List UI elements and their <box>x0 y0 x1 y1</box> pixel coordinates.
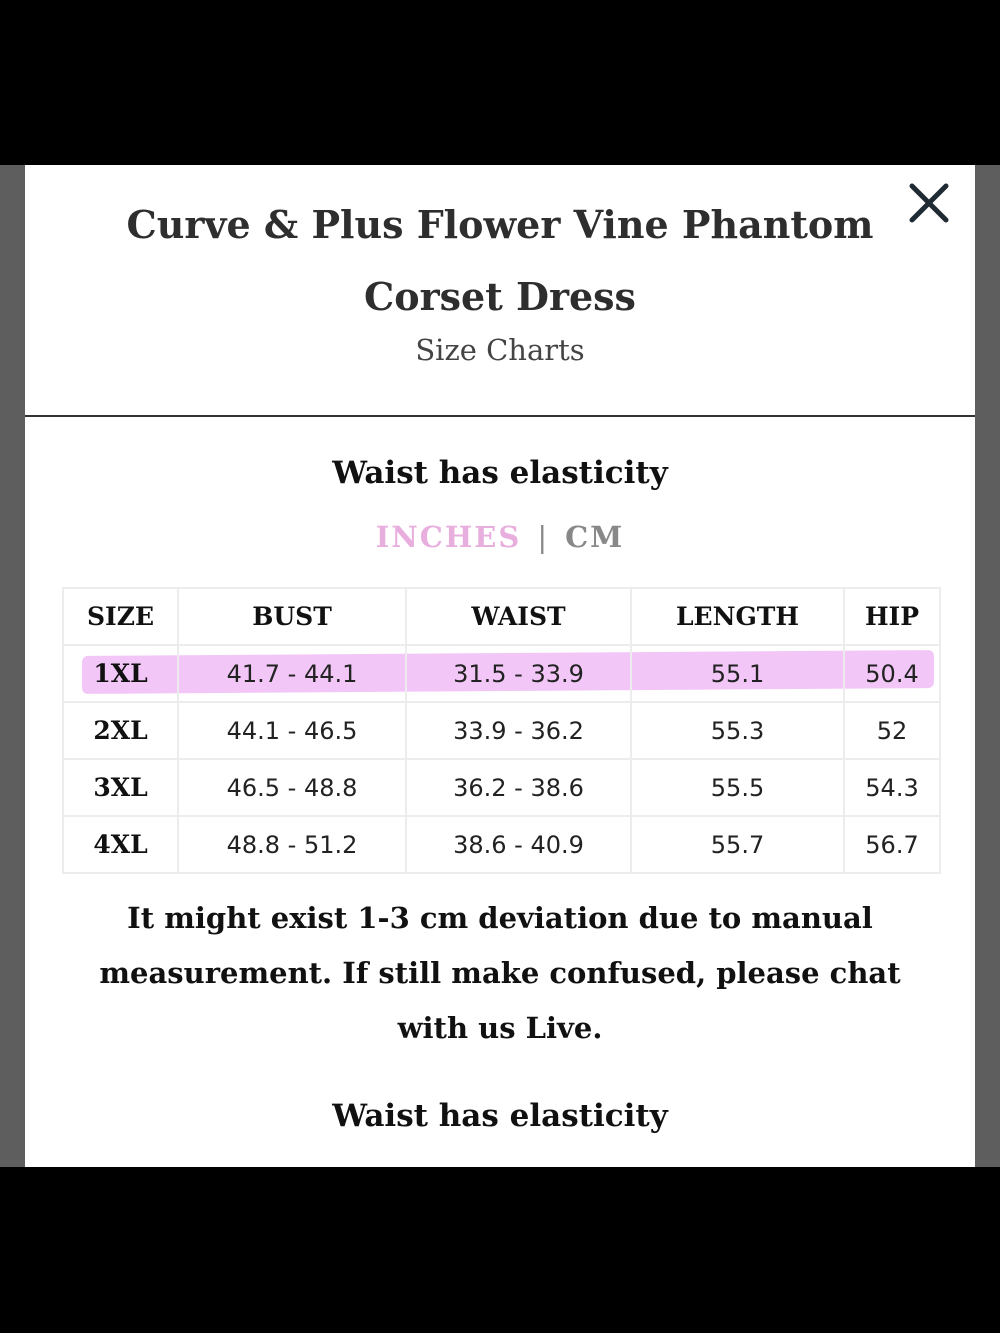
size-cell: 4XL <box>63 816 178 873</box>
bust-cell: 46.5 - 48.8 <box>178 759 406 816</box>
hip-cell: 56.7 <box>844 816 940 873</box>
close-button[interactable] <box>905 179 953 227</box>
unit-inches-tab[interactable]: INCHES <box>375 520 522 554</box>
hip-cell: 52 <box>844 702 940 759</box>
column-header-size: SIZE <box>63 588 178 645</box>
table-header-row <box>63 588 940 645</box>
waist-cell: 38.6 - 40.9 <box>406 816 631 873</box>
hip-cell: 54.3 <box>844 759 940 816</box>
length-cell: 55.7 <box>631 816 844 873</box>
hip-cell: 50.4 <box>844 645 940 702</box>
column-header-hip: HIP <box>844 588 940 645</box>
waist-cell: 31.5 - 33.9 <box>406 645 631 702</box>
size-cell: 1XL <box>63 645 178 702</box>
column-header-waist: WAIST <box>406 588 631 645</box>
unit-switcher <box>25 520 975 554</box>
bottom-black-bar <box>0 1167 1000 1333</box>
bust-cell: 48.8 - 51.2 <box>178 816 406 873</box>
size-cell: 3XL <box>63 759 178 816</box>
column-header-bust: BUST <box>178 588 406 645</box>
bust-cell: 41.7 - 44.1 <box>178 645 406 702</box>
elasticity-note-top: Waist has elasticity <box>332 455 668 491</box>
table-row <box>63 702 940 759</box>
elasticity-note-bottom: Waist has elasticity <box>332 1098 668 1134</box>
bust-cell: 44.1 - 46.5 <box>178 702 406 759</box>
length-cell: 55.5 <box>631 759 844 816</box>
unit-cm-tab[interactable]: CM <box>565 520 625 554</box>
size-table <box>62 587 941 874</box>
size-chart-modal <box>25 165 975 1167</box>
waist-cell: 33.9 - 36.2 <box>406 702 631 759</box>
size-charts-subtitle: Size Charts <box>415 333 585 367</box>
product-title: Curve & Plus Flower Vine Phantom Corset Dress <box>126 202 874 319</box>
table-row <box>63 645 940 702</box>
deviation-note: It might exist 1-3 cm deviation due to manual measurement. If still make confused, please chat with us Live. <box>99 901 901 1045</box>
column-header-length: LENGTH <box>631 588 844 645</box>
waist-cell: 36.2 - 38.6 <box>406 759 631 816</box>
close-icon <box>905 179 953 227</box>
modal-header <box>25 165 975 417</box>
length-cell: 55.3 <box>631 702 844 759</box>
size-cell: 2XL <box>63 702 178 759</box>
table-row <box>63 759 940 816</box>
length-cell: 55.1 <box>631 645 844 702</box>
table-row <box>63 816 940 873</box>
top-black-bar <box>0 0 1000 165</box>
unit-separator: | <box>537 520 550 554</box>
